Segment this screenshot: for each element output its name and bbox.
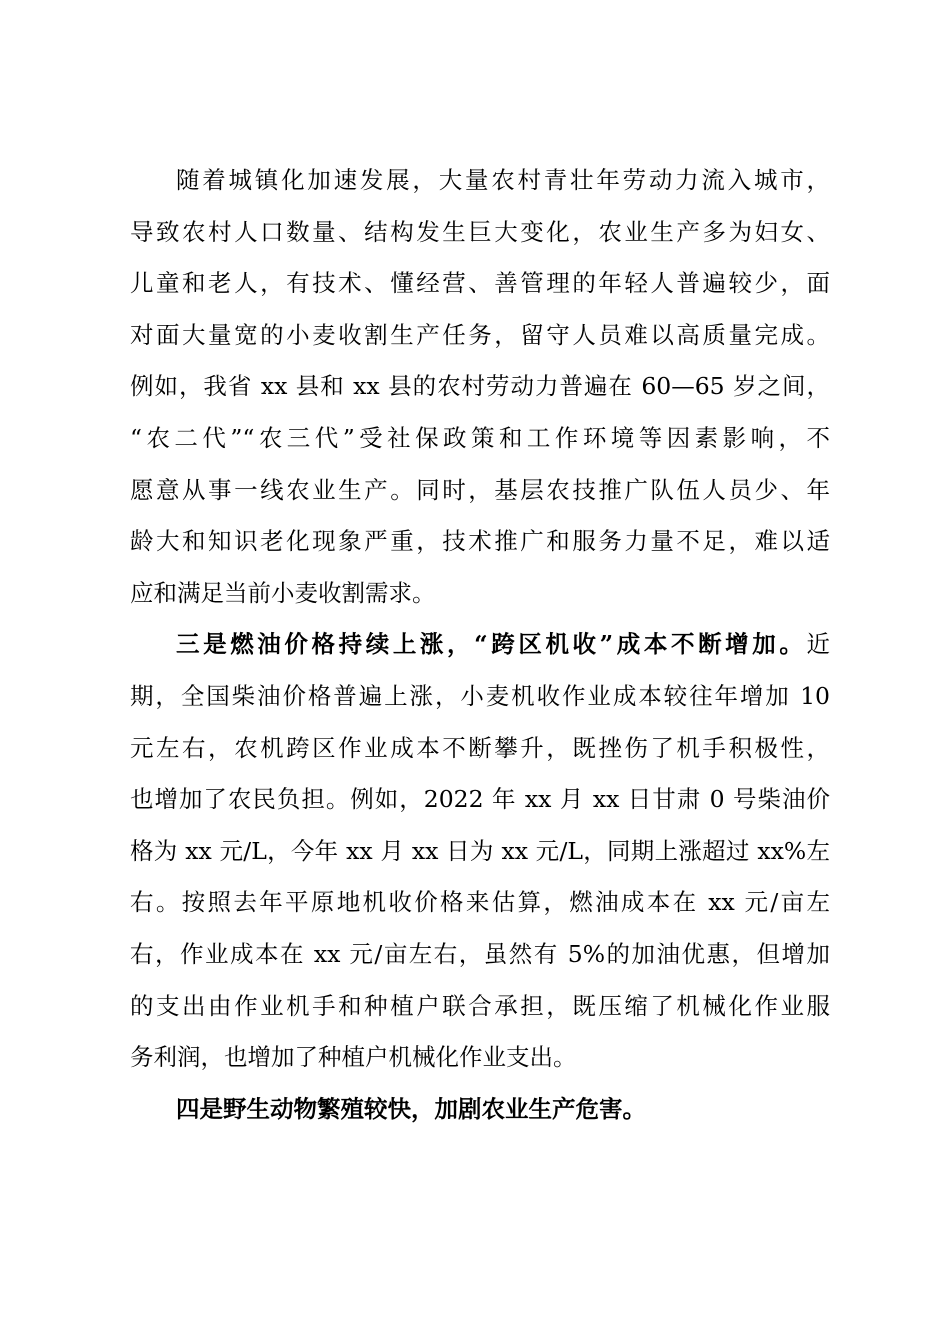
paragraph-2-line-5: 格为 xx 元/L，今年 xx 月 xx 日为 xx 元/L，同期上涨超过 xx%左 <box>130 836 830 865</box>
paragraph-2-line-1 <box>130 619 830 671</box>
paragraph-3-heading: 四是野生动物繁殖较快，加剧农业生产危害。 <box>176 1094 646 1123</box>
paragraph-2-line-6: 右。按照去年平原地机收价格来估算，燃油成本在 xx 元/亩左 <box>130 888 830 917</box>
paragraph-1-line-9: 应和满足当前小麦收割需求。 <box>130 578 436 607</box>
paragraph-1-line-3: 儿童和老人，有技术、懂经营、善管理的年轻人普遍较少，面 <box>130 269 830 298</box>
document-body <box>130 155 830 1135</box>
paragraph-2-line-4: 也增加了农民负担。例如，2022 年 xx 月 xx 日甘肃 0 号柴油价 <box>130 785 830 814</box>
paragraph-2-first-line-rest: 近 <box>806 630 830 659</box>
paragraph-1-line-2: 导致农村人口数量、结构发生巨大变化，农业生产多为妇女、 <box>130 217 830 246</box>
paragraph-3-line-1 <box>130 1084 830 1136</box>
paragraph-2-line-2: 期，全国柴油价格普遍上涨，小麦机收作业成本较往年增加 10 <box>130 681 830 710</box>
paragraph-1-line-8: 龄大和知识老化现象严重，技术推广和服务力量不足，难以适 <box>130 527 830 556</box>
paragraph-1-line-4: 对面大量宽的小麦收割生产任务，留守人员难以高质量完成。 <box>130 320 830 349</box>
paragraph-2-heading: 三是燃油价格持续上涨，“跨区机收”成本不断增加。 <box>176 630 807 659</box>
paragraph-1-line-5: 例如，我省 xx 县和 xx 县的农村劳动力普遍在 60—65 岁之间， <box>130 372 830 401</box>
paragraph-1-line-7: 愿意从事一线农业生产。同时，基层农技推广队伍人员少、年 <box>130 475 830 504</box>
paragraph-2-line-8: 的支出由作业机手和种植户联合承担，既压缩了机械化作业服 <box>130 991 830 1020</box>
paragraph-1-line-6: “农二代”“农三代”受社保政策和工作环境等因素影响，不 <box>130 423 830 452</box>
paragraph-2-line-3: 元左右，农机跨区作业成本不断攀升，既挫伤了机手积极性， <box>130 733 830 762</box>
paragraph-2-line-9: 务利润，也增加了种植户机械化作业支出。 <box>130 1043 577 1072</box>
paragraph-2-line-7: 右，作业成本在 xx 元/亩左右，虽然有 5%的加油优惠，但增加 <box>130 939 830 968</box>
paragraph-1-line-1: 随着城镇化加速发展，大量农村青壮年劳动力流入城市， <box>176 166 830 194</box>
